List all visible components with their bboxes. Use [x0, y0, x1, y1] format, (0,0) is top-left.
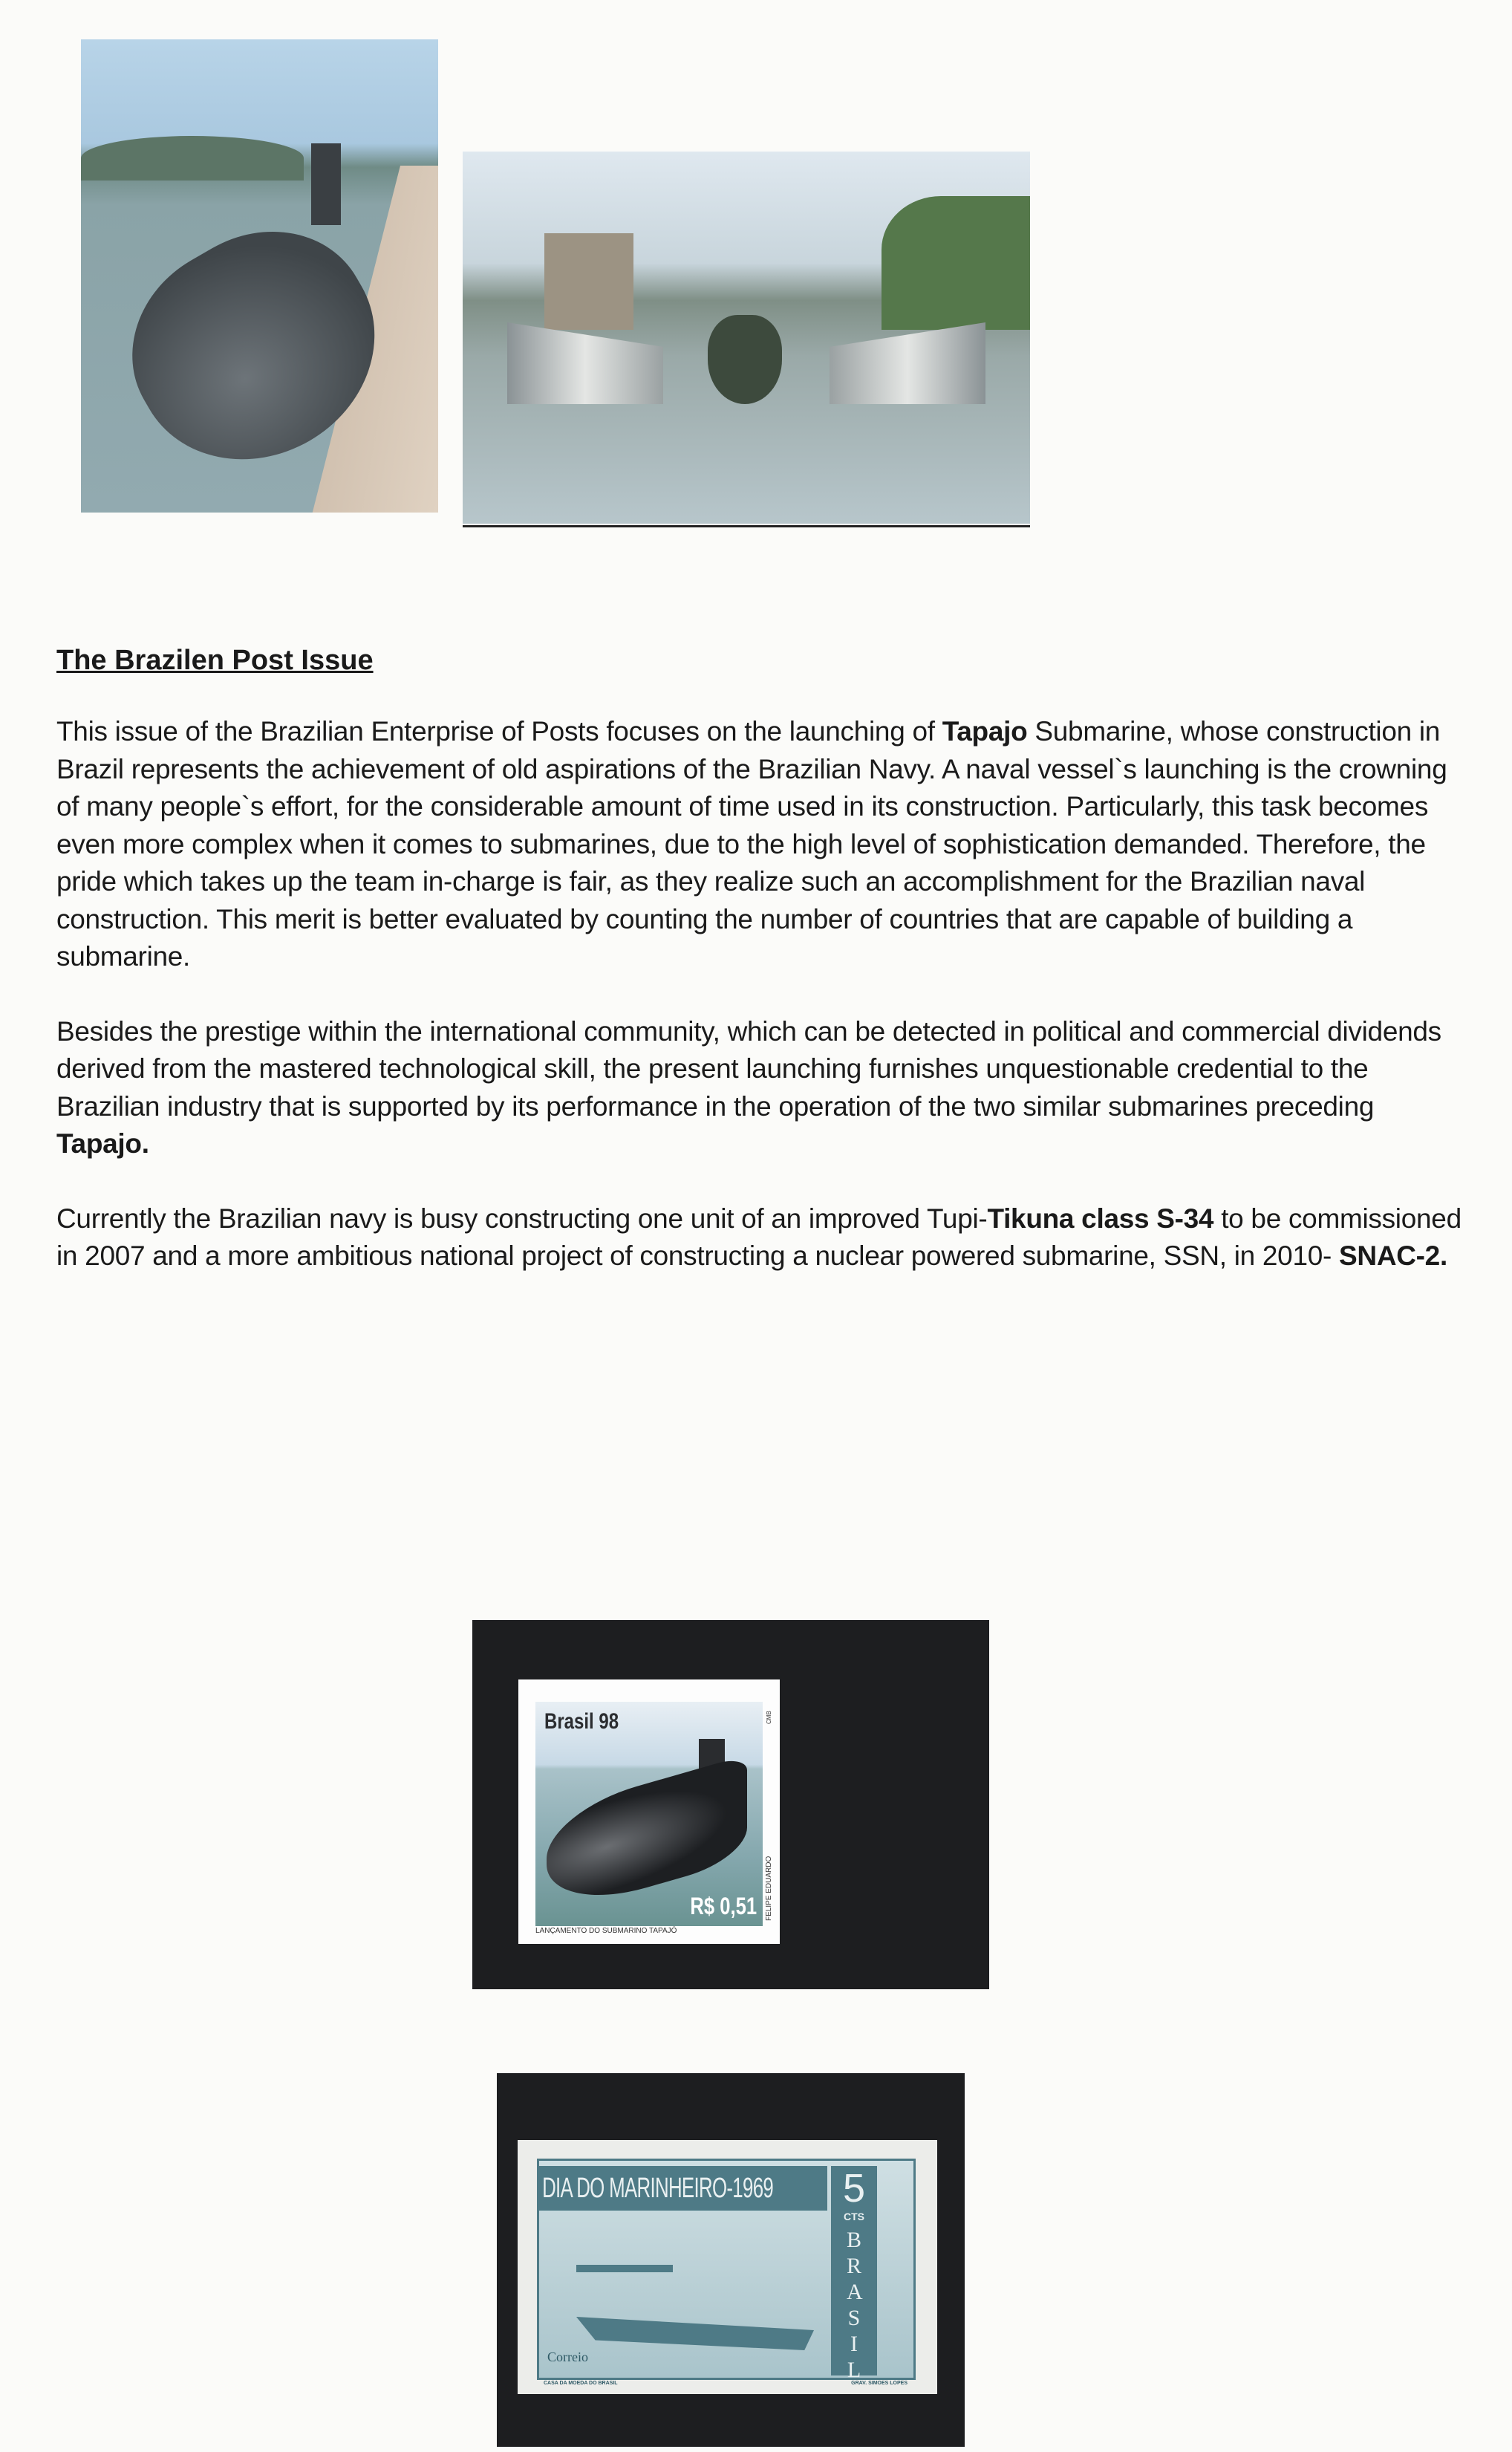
stamp-mount-1998: [472, 1620, 989, 1989]
denomination: 5: [842, 2166, 866, 2211]
text: derived from the mastered technological skill, the present launching furnishes unquestionable credential to the: [56, 1053, 1369, 1084]
body-text: [56, 713, 1467, 1313]
stamp-side-panel: [831, 2166, 877, 2382]
trees: [882, 196, 1030, 330]
engraver-imprint: GRAV. SIMOES LOPES: [851, 2381, 907, 2386]
dock-left: [507, 322, 663, 404]
submarine-bow: [708, 315, 782, 404]
stamp-artist: FELIPE EDUARDO: [765, 1856, 773, 1921]
building: [544, 233, 633, 330]
stamp-dia-do-marinheiro: [518, 2140, 937, 2394]
bold-text: SNAC-2.: [1339, 1240, 1447, 1271]
banner-text: DIA DO MARINHEIRO-1969: [542, 2173, 774, 2204]
text: to be commissioned in 2007 and a more ambitious national project of constructing a nuclear powered submarine, SSN, in 2010-: [56, 1203, 1462, 1271]
stamp-mount-1969: [497, 2073, 965, 2447]
text: Besides the prestige within the international community, which can be detected in political and commercial dividends: [56, 1015, 1441, 1047]
text: This issue of the Brazilian Enterprise of Posts focuses on the launching of: [56, 716, 942, 747]
destroyer-ship: [576, 2317, 814, 2350]
text: Currently the Brazilian navy is busy constructing one unit of an improved Tupi-: [56, 1203, 988, 1234]
text: Brazilian industry that is supported by its performance in the operation of the two similar submarines preceding: [56, 1090, 1375, 1122]
dock-right: [830, 322, 985, 404]
printer-logo: CMB: [766, 1711, 772, 1724]
stamp-artwork: [535, 1702, 763, 1926]
paragraph-current-projects: [56, 1200, 1467, 1275]
section-heading: The Brazilen Post Issue: [56, 645, 374, 676]
submarine-at-pier-photo: [81, 39, 438, 513]
stamp-banner: [539, 2166, 827, 2211]
paragraph-prestige: [56, 1013, 1467, 1163]
country-name: BRASIL: [847, 2228, 863, 2382]
submarine-launch-drydock-photo: [463, 152, 1030, 524]
stamp-value: R$ 0,51: [690, 1893, 757, 1919]
printer-imprint: CASA DA MOEDA DO BRASIL: [544, 2381, 618, 2386]
photo-underline: [463, 525, 1030, 527]
stamp-title: Brasil 98: [544, 1709, 619, 1734]
submarine-sail: [311, 143, 341, 225]
stamp-caption: LANÇAMENTO DO SUBMARINO TAPAJÓ: [535, 1927, 677, 1935]
correio-label: Correio: [547, 2349, 588, 2364]
denomination-unit: CTS: [844, 2211, 864, 2222]
stamp-brasil-98: [518, 1679, 780, 1944]
paragraph-launching: [56, 713, 1467, 976]
hill: [81, 136, 304, 181]
bold-text: Tikuna class S-34: [987, 1203, 1214, 1234]
bold-text: Tapajo.: [56, 1128, 149, 1159]
bold-text: Tapajo: [942, 716, 1028, 747]
text: Submarine, whose construction in Brazil represents the achievement of old aspirations of the Brazilian Navy. A naval vessel`s launching is the crowning of many people`s effort, for the considerable amount of time used in its construction. Particularly, this task becomes even more complex when it comes to submarines, due to the high level of sophistication demanded. Therefore, the pride which takes up the team in-charge is fair, as they realize such an accomplishment for the Brazilian naval construction. This merit is better evaluated by counting the number of countries that are capable of building a submarine.: [56, 716, 1447, 972]
submarine-silhouette: [576, 2265, 673, 2272]
